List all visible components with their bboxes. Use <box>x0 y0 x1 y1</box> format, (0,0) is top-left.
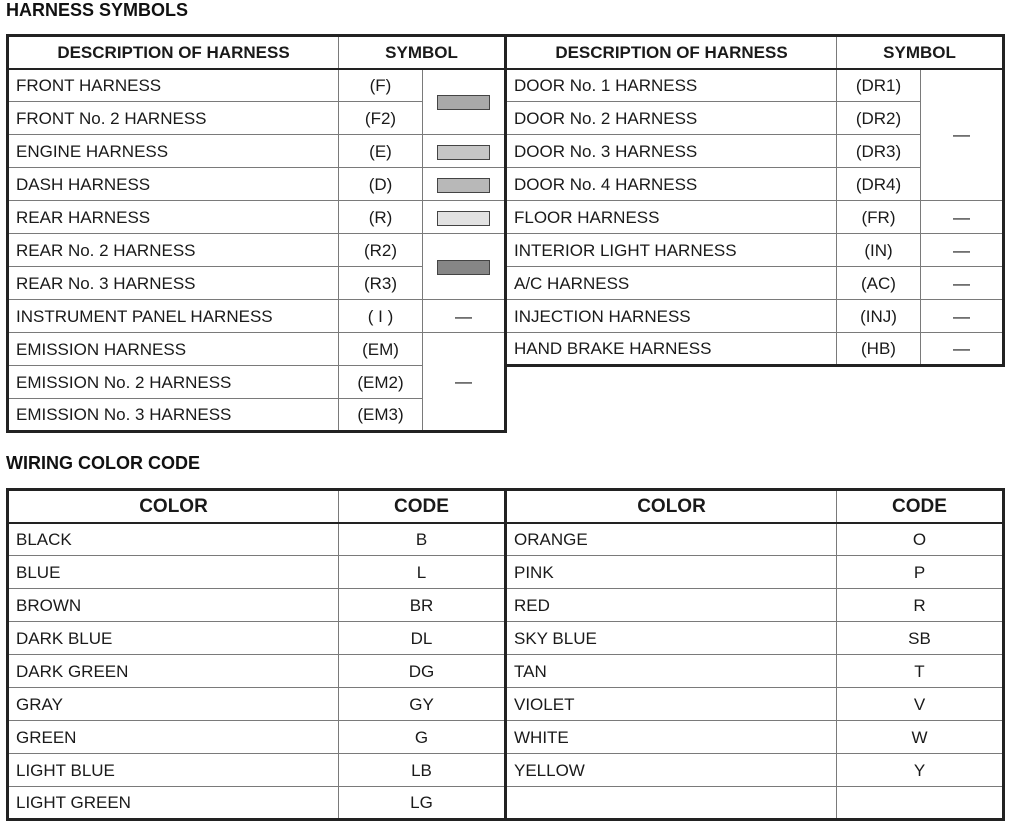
color-code: V <box>837 688 1004 721</box>
harness-symbol: (EM) <box>339 333 423 366</box>
color-name: PINK <box>506 556 837 589</box>
dash-cell <box>423 333 506 432</box>
color-table-right <box>504 488 1005 821</box>
harness-symbol: ( I ) <box>339 300 423 333</box>
dash-mark: — <box>953 306 970 326</box>
harness-symbol: (HB) <box>837 333 921 366</box>
color-code: R <box>837 589 1004 622</box>
dash-cell <box>921 300 1004 333</box>
color-code: P <box>837 556 1004 589</box>
color-name: GRAY <box>8 688 339 721</box>
header-symbol: SYMBOL <box>837 36 1004 69</box>
color-code: GY <box>339 688 506 721</box>
color-code: T <box>837 655 1004 688</box>
harness-symbol: (E) <box>339 135 423 168</box>
harness-name: HAND BRAKE HARNESS <box>506 333 837 366</box>
color-code: LB <box>339 754 506 787</box>
header-description: DESCRIPTION OF HARNESS <box>8 36 339 69</box>
color-name: BLUE <box>8 556 339 589</box>
color-name: DARK GREEN <box>8 655 339 688</box>
harness-symbol: (R2) <box>339 234 423 267</box>
harness-name: ENGINE HARNESS <box>8 135 339 168</box>
harness-name: EMISSION No. 3 HARNESS <box>8 399 339 432</box>
harness-name: DOOR No. 1 HARNESS <box>506 69 837 102</box>
wiring-color-code-title: WIRING COLOR CODE <box>6 453 200 473</box>
harness-name: FRONT HARNESS <box>8 69 339 102</box>
dash-mark: — <box>953 273 970 293</box>
harness-name: DOOR No. 3 HARNESS <box>506 135 837 168</box>
dash-cell <box>921 267 1004 300</box>
header-description: DESCRIPTION OF HARNESS <box>506 36 837 69</box>
header-code: CODE <box>339 490 506 523</box>
dash-mark: — <box>953 240 970 260</box>
color-code: L <box>339 556 506 589</box>
harness-symbol: (IN) <box>837 234 921 267</box>
color-code: W <box>837 721 1004 754</box>
header-symbol: SYMBOL <box>339 36 506 69</box>
empty-cell <box>506 787 837 820</box>
harness-name: INTERIOR LIGHT HARNESS <box>506 234 837 267</box>
color-name: LIGHT GREEN <box>8 787 339 820</box>
swatch-cell-rear2 <box>423 234 506 300</box>
harness-name: FRONT No. 2 HARNESS <box>8 102 339 135</box>
dash-cell <box>921 333 1004 366</box>
harness-name: DOOR No. 4 HARNESS <box>506 168 837 201</box>
harness-symbol: (D) <box>339 168 423 201</box>
color-code: DG <box>339 655 506 688</box>
color-code: Y <box>837 754 1004 787</box>
swatch-cell-dash <box>423 168 506 201</box>
harness-symbol: (F) <box>339 69 423 102</box>
rear-harness-swatch <box>437 211 490 226</box>
harness-name: A/C HARNESS <box>506 267 837 300</box>
dash-cell <box>921 201 1004 234</box>
color-code: G <box>339 721 506 754</box>
harness-name: DOOR No. 2 HARNESS <box>506 102 837 135</box>
harness-table-right <box>504 34 1005 367</box>
harness-symbol: (FR) <box>837 201 921 234</box>
color-name: SKY BLUE <box>506 622 837 655</box>
harness-symbol: (DR1) <box>837 69 921 102</box>
harness-name: INSTRUMENT PANEL HARNESS <box>8 300 339 333</box>
color-name: WHITE <box>506 721 837 754</box>
dash-cell <box>921 234 1004 267</box>
color-name: ORANGE <box>506 523 837 556</box>
dash-mark: — <box>953 339 970 358</box>
swatch-cell-rear <box>423 201 506 234</box>
harness-name: EMISSION HARNESS <box>8 333 339 366</box>
harness-name: REAR HARNESS <box>8 201 339 234</box>
header-color: COLOR <box>506 490 837 523</box>
harness-symbol: (DR4) <box>837 168 921 201</box>
color-name: TAN <box>506 655 837 688</box>
color-name: BROWN <box>8 589 339 622</box>
color-code: B <box>339 523 506 556</box>
harness-symbol: (DR2) <box>837 102 921 135</box>
color-name: LIGHT BLUE <box>8 754 339 787</box>
dash-mark: — <box>953 207 970 227</box>
color-code: LG <box>339 787 506 820</box>
color-name: RED <box>506 589 837 622</box>
dash-mark: — <box>455 306 472 326</box>
header-code: CODE <box>837 490 1004 523</box>
swatch-cell-front <box>423 69 506 135</box>
color-code: O <box>837 523 1004 556</box>
front-harness-swatch <box>437 95 490 110</box>
harness-symbol: (EM2) <box>339 366 423 399</box>
dash-cell <box>423 300 506 333</box>
dash-harness-swatch <box>437 178 490 193</box>
harness-symbol: (AC) <box>837 267 921 300</box>
color-name: BLACK <box>8 523 339 556</box>
header-color: COLOR <box>8 490 339 523</box>
harness-symbol: (DR3) <box>837 135 921 168</box>
harness-name: INJECTION HARNESS <box>506 300 837 333</box>
harness-name: FLOOR HARNESS <box>506 201 837 234</box>
harness-name: EMISSION No. 2 HARNESS <box>8 366 339 399</box>
dash-cell <box>921 69 1004 201</box>
swatch-cell-engine <box>423 135 506 168</box>
harness-name: REAR No. 3 HARNESS <box>8 267 339 300</box>
color-name: VIOLET <box>506 688 837 721</box>
harness-symbol: (INJ) <box>837 300 921 333</box>
harness-symbol: (R) <box>339 201 423 234</box>
empty-cell <box>837 787 1004 820</box>
color-code: SB <box>837 622 1004 655</box>
dash-mark: — <box>455 372 472 391</box>
harness-table-left <box>6 34 507 433</box>
color-table-left <box>6 488 507 821</box>
harness-symbol: (R3) <box>339 267 423 300</box>
harness-name: REAR No. 2 HARNESS <box>8 234 339 267</box>
harness-symbols-title: HARNESS SYMBOLS <box>6 0 189 20</box>
color-code: BR <box>339 589 506 622</box>
harness-name: DASH HARNESS <box>8 168 339 201</box>
rear2-harness-swatch <box>437 260 490 275</box>
harness-symbol: (F2) <box>339 102 423 135</box>
harness-symbol: (EM3) <box>339 399 423 432</box>
engine-harness-swatch <box>437 145 490 160</box>
dash-mark: — <box>953 125 970 145</box>
color-code: DL <box>339 622 506 655</box>
color-name: GREEN <box>8 721 339 754</box>
color-name: DARK BLUE <box>8 622 339 655</box>
color-name: YELLOW <box>506 754 837 787</box>
